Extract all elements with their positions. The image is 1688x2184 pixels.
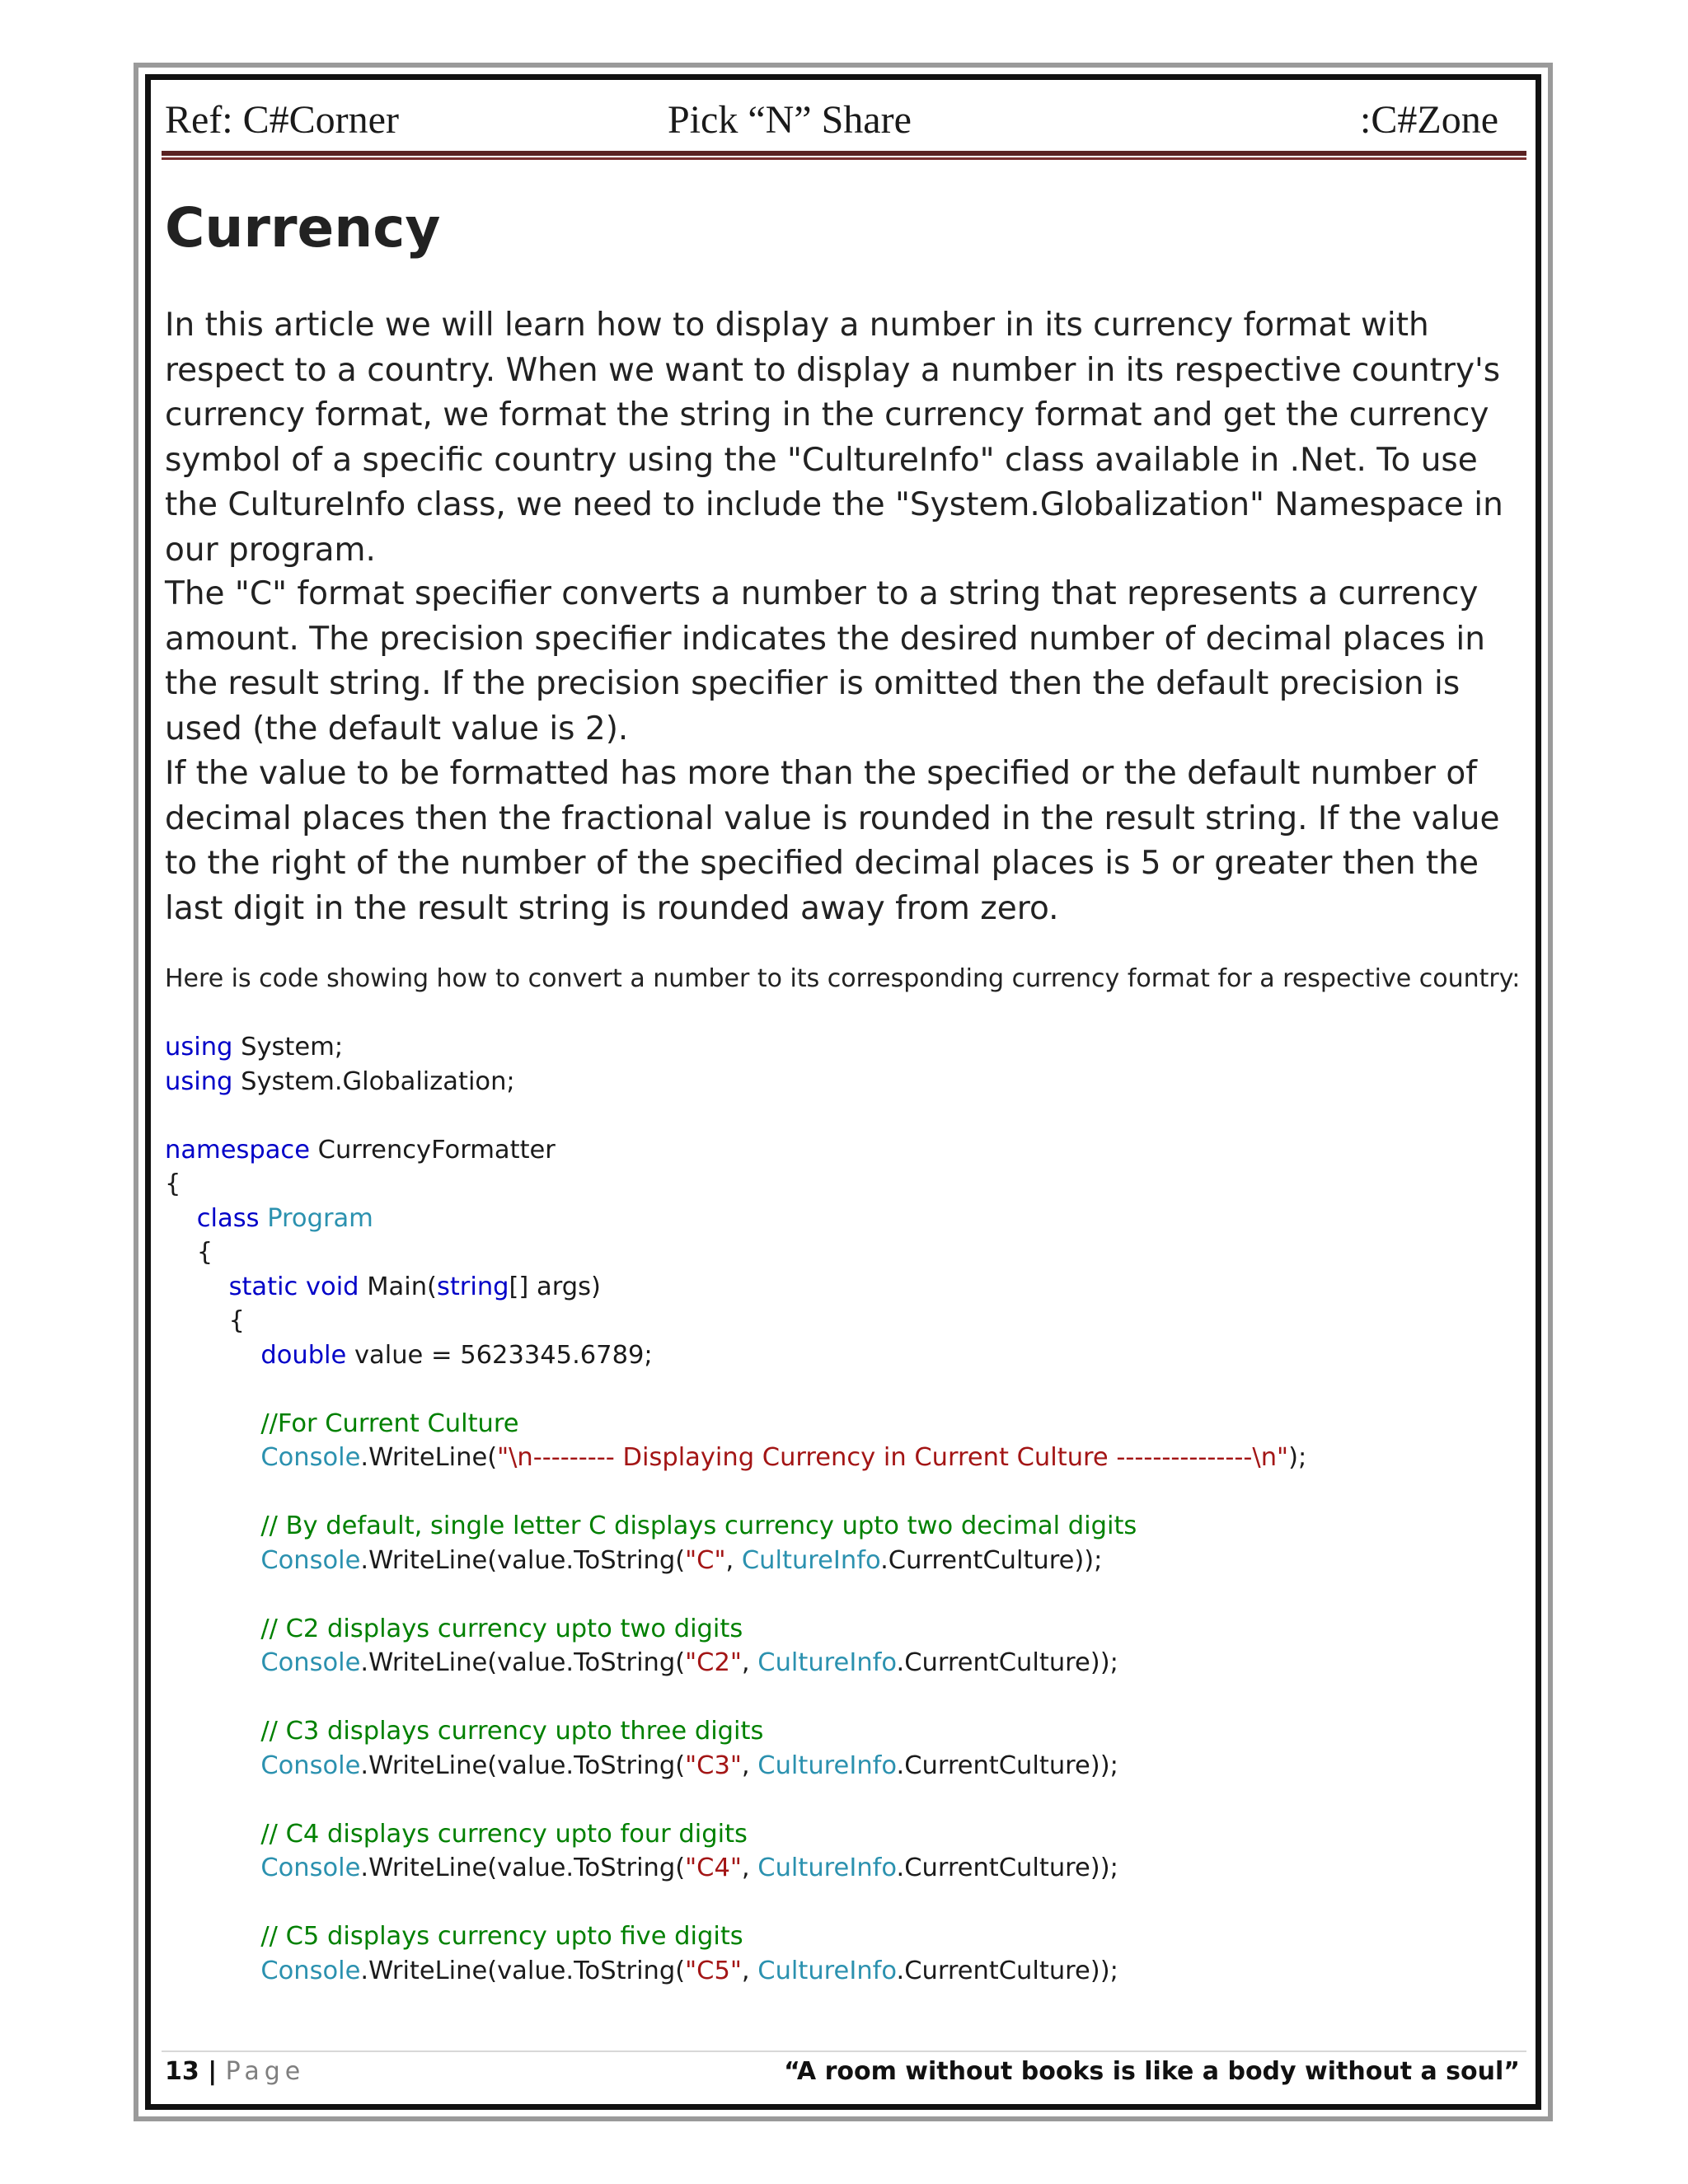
code-line: //For Current Culture — [260, 1408, 519, 1438]
code-line-blank — [165, 1475, 1306, 1510]
code-line: double value = 5623345.6789; — [260, 1340, 653, 1370]
code-line: Console.WriteLine(value.ToString("C", CultureInfo.CurrentCulture)); — [260, 1545, 1103, 1575]
code-line-blank — [165, 1099, 1306, 1133]
code-intro-text: Here is code showing how to convert a number to its corresponding currency format for a respective country: — [165, 964, 1521, 993]
page-header — [165, 97, 1523, 143]
article-title: Currency — [165, 196, 441, 260]
code-line: Console.WriteLine(value.ToString("C5", CultureInfo.CurrentCulture)); — [260, 1956, 1118, 1985]
code-line: using System.Globalization; — [165, 1066, 515, 1096]
code-line: Console.WriteLine(value.ToString("C3", CultureInfo.CurrentCulture)); — [260, 1750, 1118, 1780]
code-line: { — [165, 1306, 245, 1335]
code-line: Console.WriteLine(value.ToString("C4", CultureInfo.CurrentCulture)); — [260, 1854, 1118, 1882]
code-block — [165, 1030, 1306, 1988]
code-line: // C2 displays currency upto two digits — [260, 1614, 743, 1643]
code-line: static void Main(string[] args) — [228, 1272, 601, 1301]
code-line: Console.WriteLine("\n--------- Displaying Currency in Current Culture ---------------\n"); — [260, 1443, 1307, 1472]
header-rule-thick — [162, 151, 1526, 156]
paragraph-rounding: If the value to be formatted has more than the specified or the default number of decimal places then the fractional value is rounded in the result string. If the value to the right of the number of the specified decimal places is 5 or greater then the last digit in the result string is rounded away from zero. — [165, 755, 1500, 927]
code-line-blank — [165, 1372, 1306, 1407]
paragraph-intro: In this article we will learn how to display a number in its currency format with respect to a country. When we want to display a number in its respective country's currency format, we format the string in the currency format and get the currency symbol of a specific country using the "CultureInfo" class available in .Net. To use the CultureInfo class, we need to include the "System.Globalization" Namespace in our program. — [165, 307, 1503, 569]
page-number-value: 13 — [165, 2057, 199, 2086]
code-line-blank — [165, 1886, 1306, 1920]
code-line: Console.WriteLine(value.ToString("C2", CultureInfo.CurrentCulture)); — [260, 1648, 1118, 1677]
code-line-blank — [165, 1680, 1306, 1715]
code-line: using System; — [165, 1033, 344, 1062]
code-line: // By default, single letter C displays currency upto two decimal digits — [260, 1511, 1137, 1540]
page-number-separator: | — [199, 2057, 226, 2086]
header-ref: Ref: C#Corner — [165, 98, 399, 142]
code-line: // C3 displays currency upto three digits — [260, 1717, 764, 1746]
paragraph-format-specifier: The "C" format specifier converts a number to a string that represents a currency amount. The precision specifier indicates the desired number of decimal places in the result string. If the precision specifier is omitted then the default precision is used (the default value is 2). — [165, 575, 1485, 748]
code-line-blank — [165, 1577, 1306, 1612]
code-line: { — [165, 1169, 181, 1198]
footer-rule — [162, 2050, 1526, 2052]
header-rule-thin — [162, 157, 1526, 160]
code-line: { — [165, 1238, 213, 1267]
code-line: namespace CurrencyFormatter — [165, 1135, 556, 1165]
code-line: class Program — [196, 1203, 373, 1233]
code-line-blank — [165, 1783, 1306, 1817]
page-number — [165, 2057, 305, 2086]
page-label: Page — [225, 2057, 306, 2086]
code-line: // C4 displays currency upto four digits — [260, 1819, 748, 1849]
footer-quote: “A room without books is like a body without a soul” — [784, 2057, 1520, 2086]
code-line: // C5 displays currency upto five digits — [260, 1922, 743, 1951]
header-zone: :C#Zone — [1360, 98, 1498, 142]
header-center-title: Pick “N” Share — [668, 98, 912, 142]
